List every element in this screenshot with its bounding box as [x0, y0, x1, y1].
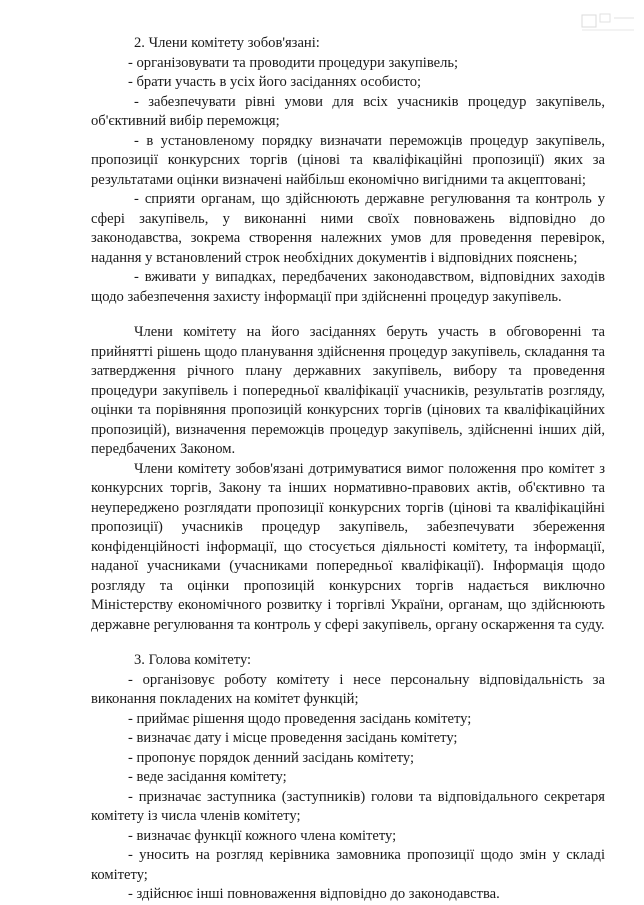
- duty-item: - сприяти органам, що здійснюють державне регулювання та контроль у сфері закупівель, у виконанні ними своїх повноважень відповідно до законодавства, зокрема створення належних умов для проведення перевірок, надання у встановлений строк необхідних документів і відповідних пояснень;: [91, 191, 605, 266]
- document-page: [91, 34, 605, 905]
- chair-item: - призначає заступника (заступників) голови та відповідального секретаря комітету із числа членів комітету;: [91, 788, 605, 824]
- chair-item: - приймає рішення щодо проведення засідань комітету;: [128, 710, 472, 727]
- chair-item: - здійснює інші повноваження відповідно до законодавства.: [128, 886, 500, 902]
- paragraph-spacer: [91, 307, 605, 323]
- members-participation-paragraph: Члени комітету на його засіданнях беруть участь в обговоренні та прийнятті рішень щодо планування здійснення процедур закупівель, складання та затвердження річного плану державних закупівель, вибору та проведення процедури закупівель і попередньої кваліфікації учасників, результатів розгляду, оцінки та порівняння пропозицій конкурсних торгів (цінових та кваліфікаційних пропозицій), визначення переможців процедур закупівель, здійсненні інших дій, передбачених Законом.: [91, 324, 605, 457]
- chair-item: - визначає функції кожного члена комітету;: [128, 827, 397, 844]
- chair-item: - веде засідання комітету;: [128, 769, 287, 785]
- members-obligations-paragraph: Члени комітету зобов'язані дотримуватися вимог положення про комітет з конкурсних торгів, Закону та інших нормативно-правових актів, об'єктивно та неупереджено розглядати пропозиції конкурсних торгів (цінові та кваліфікаційні пропозиції) учасників процедур закупівель, забезпечувати збереження конфіденційності інформації, що стосується діяльності комітету, та інформації, наданої учасниками (учасниками попередньої кваліфікації). Інформація щодо розгляду та оцінки пропозицій конкурсних торгів надається виключно Міністерству економічного розвитку і торгівлі України, органам, що здійснюють державне регулювання та контроль у сфері закупівель, органу оскарження та суду.: [91, 460, 605, 633]
- section-2-heading: 2. Члени комітету зобов'язані:: [134, 35, 320, 51]
- paragraph-spacer: [91, 635, 605, 651]
- chair-item: - організовує роботу комітету і несе персональну відповідальність за виконання покладених на комітет функцій;: [91, 671, 605, 707]
- chair-item: - пропонує порядок денний засідань комітету;: [128, 749, 415, 766]
- chair-item: - уносить на розгляд керівника замовника пропозиції щодо змін у складі комітету;: [91, 847, 605, 883]
- duty-item: - вживати у випадках, передбачених законодавством, відповідних заходів щодо забезпечення захисту інформації при здійсненні процедур закупівель.: [91, 269, 605, 305]
- faint-stamp-mark: [580, 12, 636, 32]
- section-3-heading: 3. Голова комітету:: [134, 652, 252, 668]
- duty-item: - брати участь в усіх його засіданнях особисто;: [128, 74, 422, 90]
- duty-item: - в установленому порядку визначати переможців процедур закупівель, пропозиції конкурсних торгів (цінові та кваліфікаційні пропозиції) яких за результатами оцінки визначені найбільш економічно вигідними та акцептовані;: [91, 132, 605, 188]
- chair-item: - визначає дату і місце проведення засідань комітету;: [128, 730, 458, 746]
- duty-item: - забезпечувати рівні умови для всіх учасників процедур закупівель, об'єктивний вибір переможця;: [91, 93, 605, 129]
- duty-item: - організовувати та проводити процедури закупівель;: [128, 54, 459, 71]
